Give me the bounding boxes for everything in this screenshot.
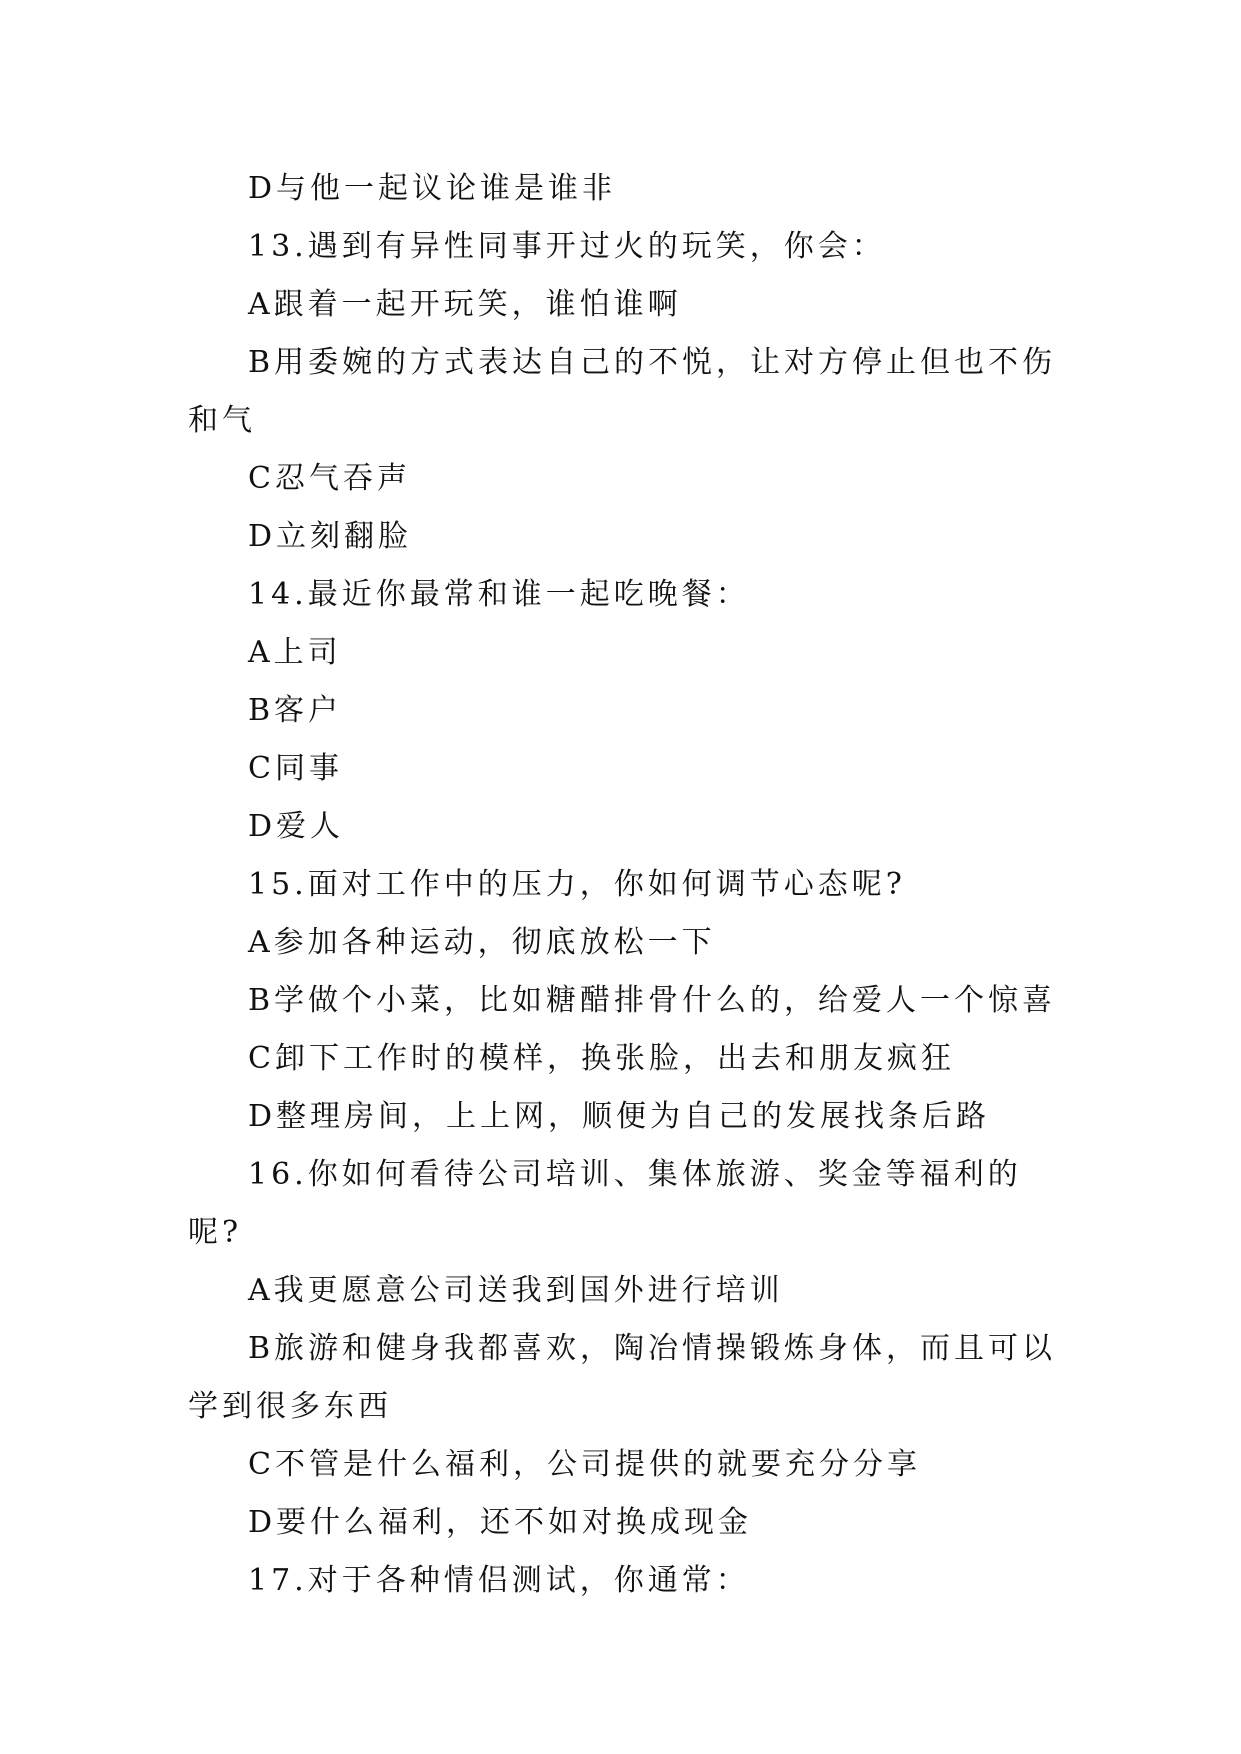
option-16-d: D要什么福利，还不如对换成现金: [248, 1505, 753, 1540]
option-15-d: D整理房间，上上网，顺便为自己的发展找条后路: [248, 1099, 991, 1134]
question-13: 13.遇到有异性同事开过火的玩笑，你会：: [248, 229, 886, 264]
option-16-b: B旅游和健身我都喜欢，陶冶情操锻炼身体，而且可以学到很多东西: [188, 1331, 1057, 1424]
option-14-b: B客户: [248, 693, 343, 728]
option-14-c: C同事: [248, 751, 343, 786]
option-16-a: A我更愿意公司送我到国外进行培训: [248, 1273, 784, 1308]
question-14: 14.最近你最常和谁一起吃晚餐：: [248, 577, 750, 612]
option-14-d: D爱人: [248, 809, 345, 844]
option-15-b: B学做个小菜，比如糖醋排骨什么的，给爱人一个惊喜: [248, 983, 1057, 1018]
option-15-a: A参加各种运动，彻底放松一下: [248, 925, 716, 960]
option-13-a: A跟着一起开玩笑，谁怕谁啊: [248, 287, 682, 322]
question-15: 15.面对工作中的压力，你如何调节心态呢?: [248, 867, 906, 902]
option-13-d: D立刻翻脸: [248, 519, 413, 554]
question-16: 16.你如何看待公司培训、集体旅游、奖金等福利的呢?: [188, 1157, 1022, 1250]
question-17: 17.对于各种情侣测试，你通常：: [248, 1563, 750, 1598]
option-12-d: D与他一起议论谁是谁非: [248, 171, 617, 206]
option-14-a: A上司: [248, 635, 342, 670]
option-13-b: B用委婉的方式表达自己的不悦，让对方停止但也不伤和气: [188, 345, 1057, 438]
option-16-c: C不管是什么福利，公司提供的就要充分分享: [248, 1447, 921, 1482]
document-body: [188, 160, 1068, 1610]
option-13-c: C忍气吞声: [248, 461, 411, 496]
option-15-c: C卸下工作时的模样，换张脸，出去和朋友疯狂: [248, 1041, 955, 1076]
